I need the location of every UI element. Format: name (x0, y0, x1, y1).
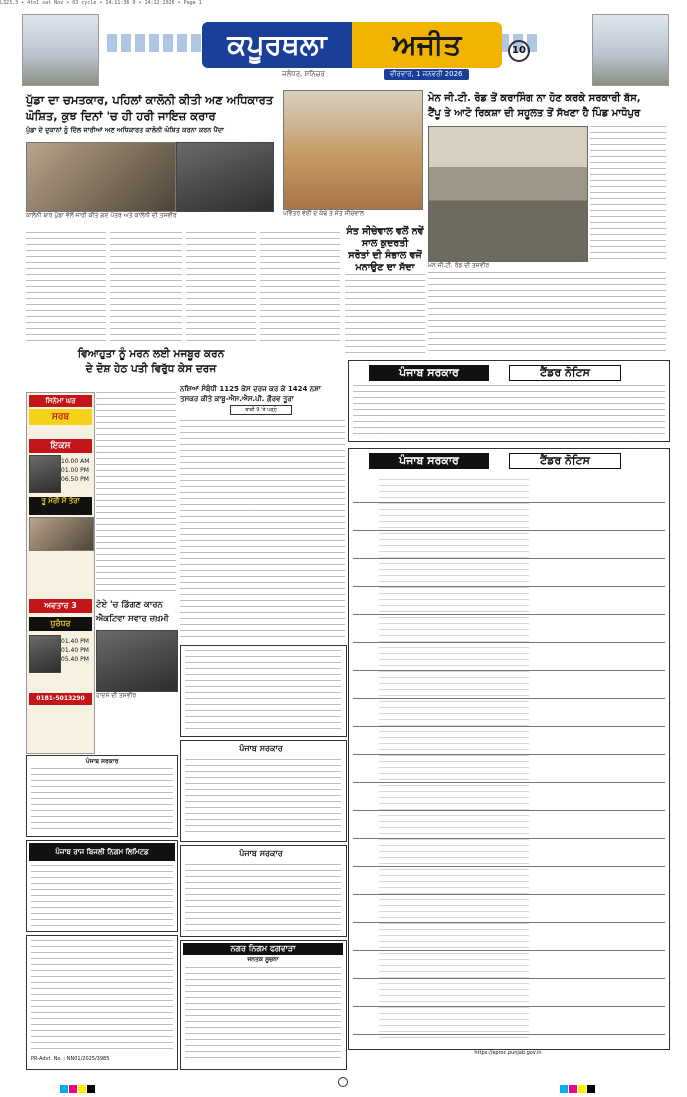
tender-1-punjab: ਪੰਜਾਬ ਸਰਕਾਰ (369, 365, 489, 381)
accident-headline-2: ਐਕਟਿਵਾ ਸਵਾਰ ਜ਼ਖ਼ਮੀ (96, 614, 169, 624)
notice-box-1 (180, 645, 347, 737)
movie-1-time-1: 10.00 AM (61, 458, 90, 465)
drug-headline-2: ਤਸਕਰ ਕੀਤੇ ਕਾਬੂ-ਐਸ.ਐਸ.ਪੀ. ਗੌਰਵ ਤੂਰਾ (180, 395, 294, 403)
notice-2-head: ਪੰਜਾਬ ਸਰਕਾਰ (211, 743, 311, 755)
logo-paper: ਅਜੀਤ (352, 22, 502, 68)
movie-1-time-3: 06.50 PM (61, 476, 89, 483)
tender-notice-1 (348, 360, 670, 442)
lead-text-col-4 (260, 232, 340, 342)
page-number: 10 (508, 40, 530, 62)
notice-1-text (185, 650, 341, 730)
left-notice-1 (26, 755, 178, 837)
nagar-text (185, 967, 341, 1059)
saint-photo (283, 90, 423, 210)
notice-3-text (185, 864, 341, 932)
road-headline-2: ਟੈਂਪੂ ਤੇ ਆਟੋ ਰਿਕਸ਼ਾ ਦੀ ਸਹੂਲਤ ਤੋਂ ਸੱਖਣਾ ਹੈ ਪਿੰਡ ਮਾਧੋਪੁਰ (428, 108, 641, 119)
drug-headline-1: ਨਸ਼ਿਆਂ ਸੰਬੰਧੀ 1125 ਕੇਸ ਦਰਜ ਕਰ ਕੇ 1424 ਨਸ਼ਾ (180, 385, 321, 393)
drug-continued-box: ਬਾਕੀ 9 'ਤੇ ਪੜ੍ਹੋ (230, 405, 292, 415)
nagar-title: ਨਗਰ ਨਿਗਮ ਫਗਵਾੜਾ (183, 943, 343, 955)
saint-headline-2: ਸਰੋਤਾਂ ਦੀ ਸੰਭਾਲ ਵਜੋਂ ਮਨਾਉਣ ਦਾ ਸੱਦਾ (348, 250, 422, 273)
road-text-side (590, 126, 666, 260)
board-text (31, 865, 173, 927)
print-color-bar (0, 1075, 687, 1089)
notice-box-3 (180, 845, 347, 937)
movie-1-time-2: 01.00 PM (61, 467, 89, 474)
road-text (428, 272, 666, 354)
road-caption: ਮੇਨ ਜੀ.ਟੀ. ਰੋਡ ਦੀ ਤਸਵੀਰ (428, 262, 490, 269)
notice-box-2 (180, 740, 347, 842)
movie-1-times (61, 457, 89, 484)
cinema-banner: ਸਿਨੇਮਾ ਘਰ (29, 395, 92, 407)
nagar-subtitle: ਜਨਤਕ ਸੂਚਨਾ (247, 956, 279, 963)
dowry-headline-2: ਦੇ ਦੋਸ਼ ਹੇਠ ਪਤੀ ਵਿਰੁੱਧ ਕੇਸ ਦਰਜ (85, 363, 217, 375)
movie-2-poster (29, 517, 94, 551)
logo-city: ਕਪੂਰਥਲਾ (202, 22, 352, 68)
accident-headline-1: ਟੋਏ 'ਚ ਡਿੱਗਣ ਕਾਰਨ (96, 600, 163, 610)
newspaper-logo (202, 22, 502, 68)
left-notice-3-pr: PR-Advt. No. : NN01/2025/3985 (31, 1056, 110, 1062)
saint-caption: ਪਵਿੱਤਰ ਵੇਈਂ ਦੇ ਕੰਢੇ ਤੇ ਸੰਤ ਸੀਚੇਵਾਲ (283, 210, 364, 217)
board-title: ਪੰਜਾਬ ਰਾਜ ਬਿਜਲੀ ਨਿਗਮ ਲਿਮਿਟਡ (29, 843, 175, 861)
movie-1-poster (29, 455, 61, 493)
dowry-headline-1: ਵਿਆਹੁਤਾ ਨੂੰ ਮਰਨ ਲਈ ਮਜਬੂਰ ਕਰਨ (77, 348, 225, 360)
lead-subhead: ਪੁੱਡਾ ਦੇ ਦੁਕਾਨਾਂ ਨੂੰ ਦਿੱਲ ਜਾਰੀਆਂ ਅਣ ਅਧਿਕਾਰਤ ਕਾਲੋਨੀ ਘੋਸ਼ਿਤ ਕਰਨਾ ਕਰਨ ਪੈਂਦਾ (26, 126, 224, 134)
movie-3-title: ਅਵਤਾਰ 3 (29, 599, 92, 613)
saint-text (345, 274, 425, 354)
lead-headline-1: ਪੁੱਡਾ ਦਾ ਚਮਤਕਾਰ, ਪਹਿਲਾਂ ਕਾਲੋਨੀ ਕੀਤੀ ਅਣ ਅਧਿਕਾਰਤ (26, 93, 274, 107)
cinema-phone: 0181-5013290 (29, 693, 92, 705)
lead-text-col-1 (26, 232, 106, 342)
board-notice (26, 840, 178, 932)
masthead (22, 14, 667, 86)
accident-photo (96, 630, 178, 692)
lead-photo-document (176, 142, 274, 212)
movie-4-time-3: 05.40 PM (61, 656, 89, 663)
tender-2-punjab: ਪੰਜਾਬ ਸਰਕਾਰ (369, 453, 489, 469)
saint-headline-1: ਸੰਤ ਸੀਚੇਵਾਲ ਵਲੋਂ ਨਵੇਂ ਸਾਲ ਕੁਦਰਤੀ (346, 226, 424, 249)
tender-1-table (353, 385, 665, 437)
tender-notice-2 (348, 448, 670, 1050)
dowry-text-1 (96, 392, 176, 592)
print-slug: L323.3 • 4to1 sat Nov • 03 cycle • 14:11:36 0 • 14:12:2026 • Page 1 (0, 0, 202, 6)
movie-4-time-1: 01.40 PM (61, 638, 89, 645)
movie-4-time-2: 01.40 PM (61, 647, 89, 654)
road-headline-1: ਮੇਨ ਜੀ.ਟੀ. ਰੋਡ ਤੋਂ ਕਰਾਸਿੰਗ ਨਾ ਹੋਣ ਕਰਕੇ ਸਰਕਾਰੀ ਬੱਸ, (428, 93, 641, 104)
cinema-ad (26, 392, 95, 754)
road-photo (428, 126, 588, 262)
movie-4-title: ਧੁਰੰਧਰ (29, 617, 92, 631)
lead-photo-colony (26, 142, 176, 212)
left-notice-3-text (31, 940, 173, 1052)
left-notice-3 (26, 935, 178, 1070)
drug-text (180, 420, 345, 640)
registration-mark (338, 1077, 348, 1087)
accident-caption: ਹਾਦਸੇ ਦੀ ਤਸਵੀਰ (96, 692, 137, 699)
masthead-photo-left (22, 14, 99, 86)
lead-text-col-2 (110, 232, 182, 342)
lead-caption: ਕਾਲੋਨੀ ਬਾਰੇ ਪੁੱਡਾ ਵੱਲੋਂ ਜਾਰੀ ਕੀਤੇ ਗਏ ਪੱਤਰ ਅਤੇ ਕਾਲੋਨੀ ਦੀ ਤਸਵੀਰ (26, 212, 177, 219)
tender-1-title: ਟੈਂਡਰ ਨੋਟਿਸ (509, 365, 621, 381)
tender-footer-url: https://eproc.punjab.gov.in (474, 1050, 542, 1056)
lead-text-col-3 (186, 232, 256, 342)
cinema-hall-name: ਸਰਬ (29, 409, 92, 425)
left-notice-1-text (31, 768, 173, 832)
masthead-subline: ਜਲੰਧਰ, ਸ਼ਨਿਚਰ (282, 70, 325, 78)
movie-4-poster (29, 635, 61, 673)
movie-1-title: ਇਕਸ (29, 439, 92, 453)
masthead-photo-right (592, 14, 669, 86)
masthead-date: ਵੀਰਵਾਰ, 1 ਜਨਵਰੀ 2026 (384, 69, 469, 80)
color-swatches-right (560, 1078, 596, 1097)
notice-2-text (185, 759, 341, 837)
lead-headline-2: ਘੋਸ਼ਿਤ, ਕੁਝ ਦਿਨਾਂ 'ਚ ਹੀ ਹਰੀ ਜਾਇਜ਼ ਕਰਾਰ (26, 109, 216, 123)
color-swatches-left (60, 1078, 96, 1097)
left-notice-1-head: ਪੰਜਾਬ ਸਰਕਾਰ (85, 758, 119, 765)
nagar-nigam-notice (180, 940, 347, 1070)
notice-3-head: ਪੰਜਾਬ ਸਰਕਾਰ (211, 848, 311, 860)
movie-4-times (61, 637, 89, 664)
tender-2-title: ਟੈਂਡਰ ਨੋਟਿਸ (509, 453, 621, 469)
movie-2-title: ਤੂ ਮੇਰੀ ਮੈਂ ਤੇਰਾ (29, 497, 92, 515)
tender-2-descriptions (379, 479, 529, 1039)
